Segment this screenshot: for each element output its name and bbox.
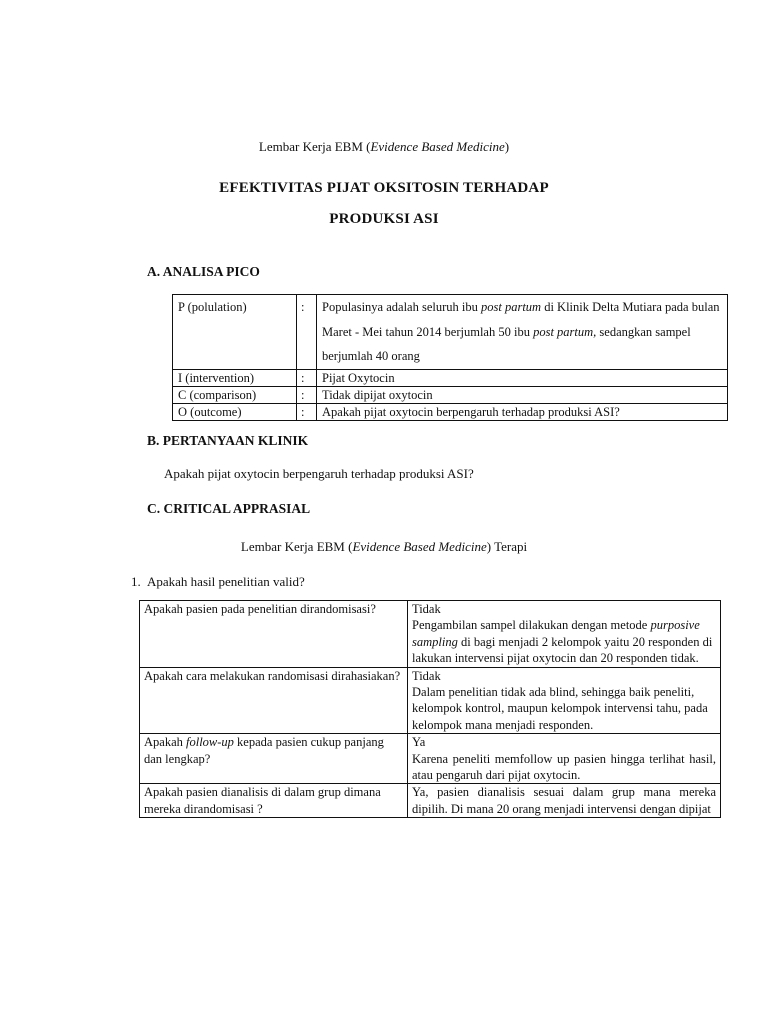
table-row	[140, 667, 721, 734]
appraisal-answer: Ya, pasien dianalisis sesuai dalam grup mana mereka dipilih. Di mana 20 orang menjadi intervensi dengan dipijat	[408, 784, 721, 818]
pico-label: I (intervention)	[173, 369, 297, 386]
pico-value: Pijat Oxytocin	[317, 369, 728, 386]
pico-colon: :	[297, 295, 317, 370]
table-row	[173, 369, 728, 386]
appraisal-question: Apakah follow-up kepada pasien cukup panjang dan lengkap?	[140, 734, 408, 784]
table-row	[173, 386, 728, 403]
pico-table	[172, 294, 728, 421]
appraisal-answer: Ya Karena peneliti memfollow up pasien hingga terlihat hasil, atau pengaruh dari pijat oxytocin.	[408, 734, 721, 784]
appraisal-answer: Tidak Pengambilan sampel dilakukan dengan metode purposive sampling di bagi menjadi 2 kelompok yaitu 20 responden di lakukan intervensi pijat oxytocin dan 20 responden tidak.	[408, 601, 721, 668]
section-b-heading: B. PERTANYAAN KLINIK	[147, 433, 309, 448]
appraisal-question: Apakah cara melakukan randomisasi dirahasiakan?	[140, 667, 408, 734]
pico-value: Apakah pijat oxytocin berpengaruh terhadap produksi ASI?	[317, 403, 728, 420]
table-row	[140, 601, 721, 668]
appraisal-question: Apakah pasien dianalisis di dalam grup dimana mereka dirandomisasi ?	[140, 784, 408, 818]
pico-label: O (outcome)	[173, 403, 297, 420]
list-item-number: 1.	[131, 574, 141, 589]
worksheet-subtitle: Lembar Kerja EBM (Evidence Based Medicine)	[258, 139, 510, 154]
clinical-question: Apakah pijat oxytocin berpengaruh terhadap produksi ASI?	[164, 466, 474, 481]
appraisal-answer: Tidak Dalam penelitian tidak ada blind, sehingga baik peneliti, kelompok kontrol, maupun kelompok intervensi tahu, pada kelompok mana menjadi responden.	[408, 667, 721, 734]
pico-value: Tidak dipijat oxytocin	[317, 386, 728, 403]
pico-colon: :	[297, 403, 317, 420]
critical-appraisal-subtitle: Lembar Kerja EBM (Evidence Based Medicine) Terapi	[240, 539, 528, 554]
pico-colon: :	[297, 369, 317, 386]
table-row	[173, 295, 728, 370]
table-row	[140, 734, 721, 784]
table-row	[140, 784, 721, 818]
document-title-line1: EFEKTIVITAS PIJAT OKSITOSIN TERHADAP	[219, 180, 549, 196]
critical-appraisal-table	[139, 600, 721, 818]
pico-label: C (comparison)	[173, 386, 297, 403]
section-a-heading: A. ANALISA PICO	[147, 264, 260, 279]
appraisal-question: Apakah pasien pada penelitian dirandomisasi?	[140, 601, 408, 668]
list-item-text: Apakah hasil penelitian valid?	[147, 574, 305, 589]
document-title-line2: PRODUKSI ASI	[329, 211, 439, 227]
pico-colon: :	[297, 386, 317, 403]
section-c-heading: C. CRITICAL APPRASIAL	[147, 501, 311, 516]
pico-label: P (polulation)	[173, 295, 297, 370]
table-row	[173, 403, 728, 420]
pico-value: Populasinya adalah seluruh ibu post partum di Klinik Delta Mutiara pada bulan Maret - Mei tahun 2014 berjumlah 50 ibu post partum, sedangkan sampel berjumlah 40 orang	[317, 295, 728, 370]
